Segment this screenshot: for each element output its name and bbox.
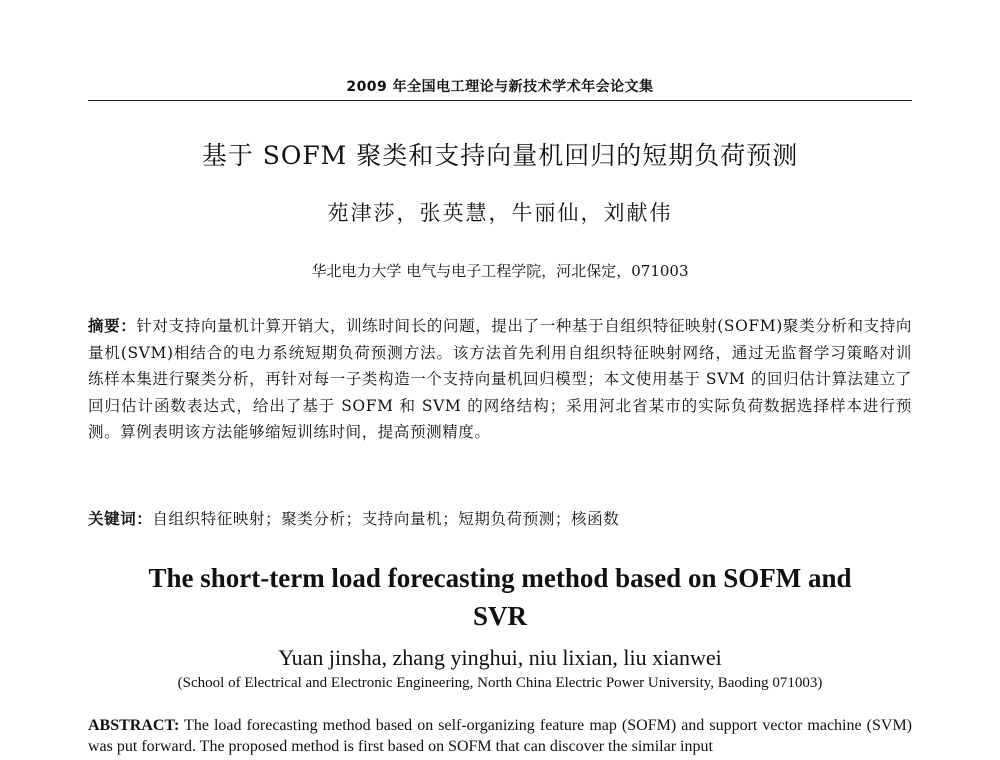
english-abstract-label: ABSTRACT: bbox=[88, 717, 180, 734]
chinese-keywords-text: 自组织特征映射；聚类分析；支持向量机；短期负荷预测；核函数 bbox=[152, 510, 620, 528]
chinese-keywords-label: 关键词： bbox=[88, 509, 153, 528]
chinese-title: 基于 SOFM 聚类和支持向量机回归的短期负荷预测 bbox=[201, 141, 799, 170]
chinese-affiliation: 华北电力大学 电气与电子工程学院，河北保定，071003 bbox=[311, 262, 689, 280]
english-authors: Yuan jinsha, zhang yinghui, niu lixian, liu xianwei bbox=[278, 645, 722, 670]
chinese-abstract-label: 摘要： bbox=[88, 316, 137, 335]
english-abstract bbox=[88, 715, 912, 757]
english-affiliation: (School of Electrical and Electronic Engineering, North China Electric Power University, Baoding 071003) bbox=[177, 675, 823, 691]
english-title: The short-term load forecasting method based on SOFM and SVR bbox=[148, 563, 852, 631]
chinese-abstract bbox=[88, 313, 912, 446]
chinese-abstract-text: 针对支持向量机计算开销大，训练时间长的问题，提出了一种基于自组织特征映射(SOFM)聚类分析和支持向量机(SVM)相结合的电力系统短期负荷预测方法。该方法首先利用自组织特征映射网络，通过无监督学习策略对训练样本集进行聚类分析，再针对每一子类构造一个支持向量机回归模型；本文使用基于 SVM 的回归估计算法建立了回归估计函数表达式，给出了基于 SOFM 和 SVM 的网络结构；采用河北省某市的实际负荷数据选择样本进行预测。算例表明该方法能够缩短训练时间，提高预测精度。 bbox=[88, 317, 912, 441]
english-abstract-text: The load forecasting method based on self-organizing feature map (SOFM) and support vector machine (SVM) was put forward. The proposed method is first based on SOFM that can discover the similar input bbox=[88, 717, 912, 755]
header-rule bbox=[88, 100, 912, 101]
chinese-keywords bbox=[88, 507, 912, 529]
chinese-authors: 苑津莎，张英慧，牛丽仙，刘献伟 bbox=[327, 201, 673, 225]
running-head: 2009 年全国电工理论与新技术学术年会论文集 bbox=[346, 79, 654, 95]
